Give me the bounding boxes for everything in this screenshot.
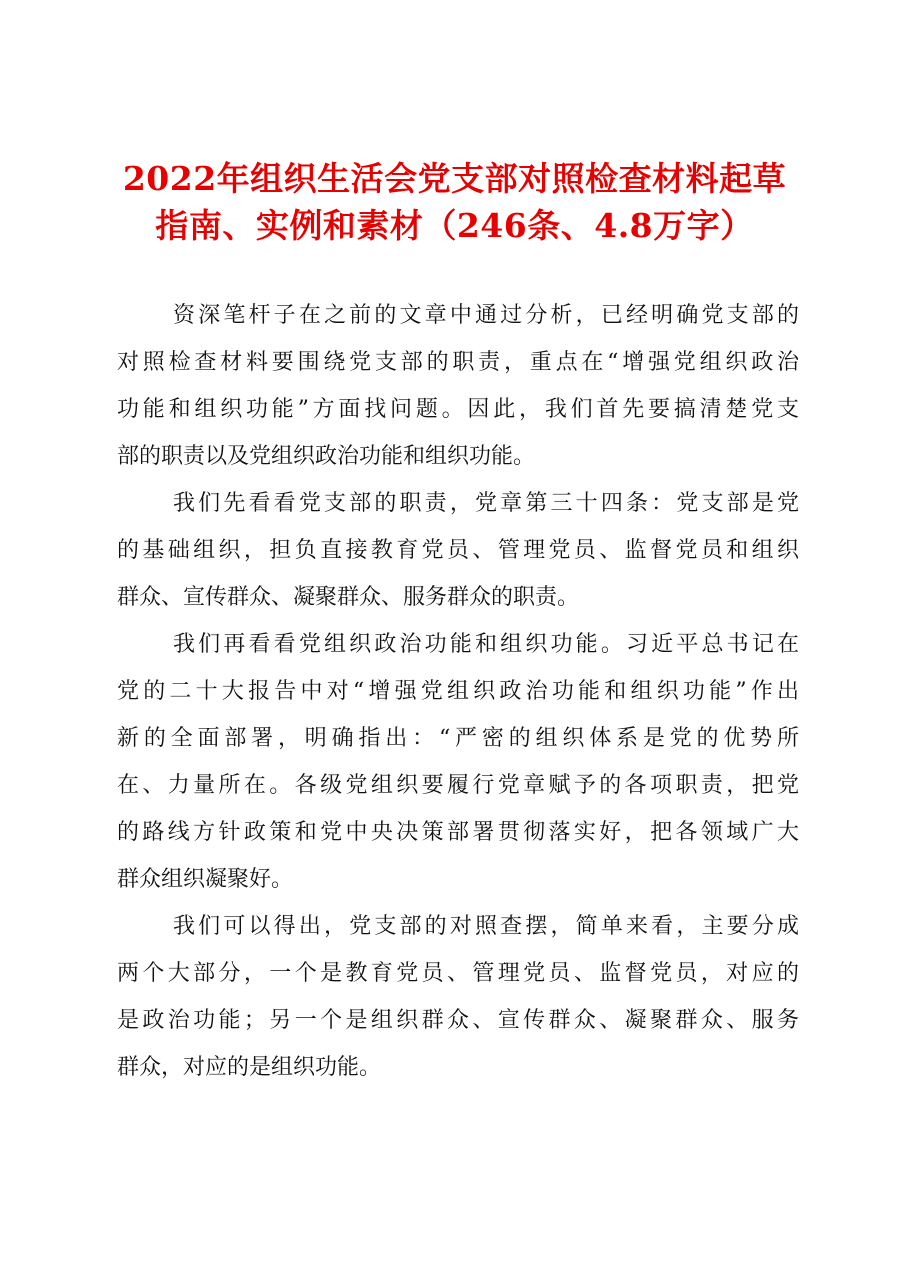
paragraph-3 [117,621,799,903]
paragraph-line: 新的全面部署，明确指出：“严密的组织体系是党的优势所 [117,726,799,751]
paragraph-line: 党的二十大报告中对“增强党组织政治功能和组织功能”作出 [117,679,799,704]
paragraph-line: 是政治功能；另一个是组织群众、宣传群众、凝聚群众、服务 [117,1008,799,1033]
paragraph-line: 功能和组织功能”方面找问题。因此，我们首先要搞清楚党支 [117,397,799,422]
paragraph-line: 在、力量所在。各级党组织要履行党章赋予的各项职责，把党 [117,773,799,798]
paragraph-4 [117,903,799,1091]
title-line-2: 指南、实例和素材（246条、4.8万字） [155,206,754,245]
paragraph-line: 对照检查材料要围绕党支部的职责，重点在“增强党组织政治 [117,350,799,375]
document-title [100,155,809,249]
paragraph-1 [117,292,799,480]
paragraph-line: 的基础组织，担负直接教育党员、管理党员、监督党员和组织 [117,538,799,563]
paragraph-line: 群众组织凝聚好。 [117,867,294,892]
paragraph-line: 我们先看看党支部的职责，党章第三十四条：党支部是党 [173,491,799,516]
paragraph-line: 我们可以得出，党支部的对照查摆，简单来看，主要分成 [173,914,799,939]
document-body [117,292,799,1091]
paragraph-line: 的路线方针政策和党中央决策部署贯彻落实好，把各领域广大 [117,820,799,845]
title-line-1: 2022年组织生活会党支部对照检查材料起草 [122,159,787,198]
paragraph-line: 部的职责以及党组织政治功能和组织功能。 [117,444,536,469]
paragraph-line: 群众，对应的是组织功能。 [117,1055,382,1080]
paragraph-line: 资深笔杆子在之前的文章中通过分析，已经明确党支部的 [173,303,799,328]
paragraph-2 [117,480,799,621]
paragraph-line: 群众、宣传群众、凝聚群众、服务群众的职责。 [117,585,580,610]
paragraph-line: 两个大部分，一个是教育党员、管理党员、监督党员，对应的 [117,961,799,986]
paragraph-line: 我们再看看党组织政治功能和组织功能。习近平总书记在 [173,632,799,657]
